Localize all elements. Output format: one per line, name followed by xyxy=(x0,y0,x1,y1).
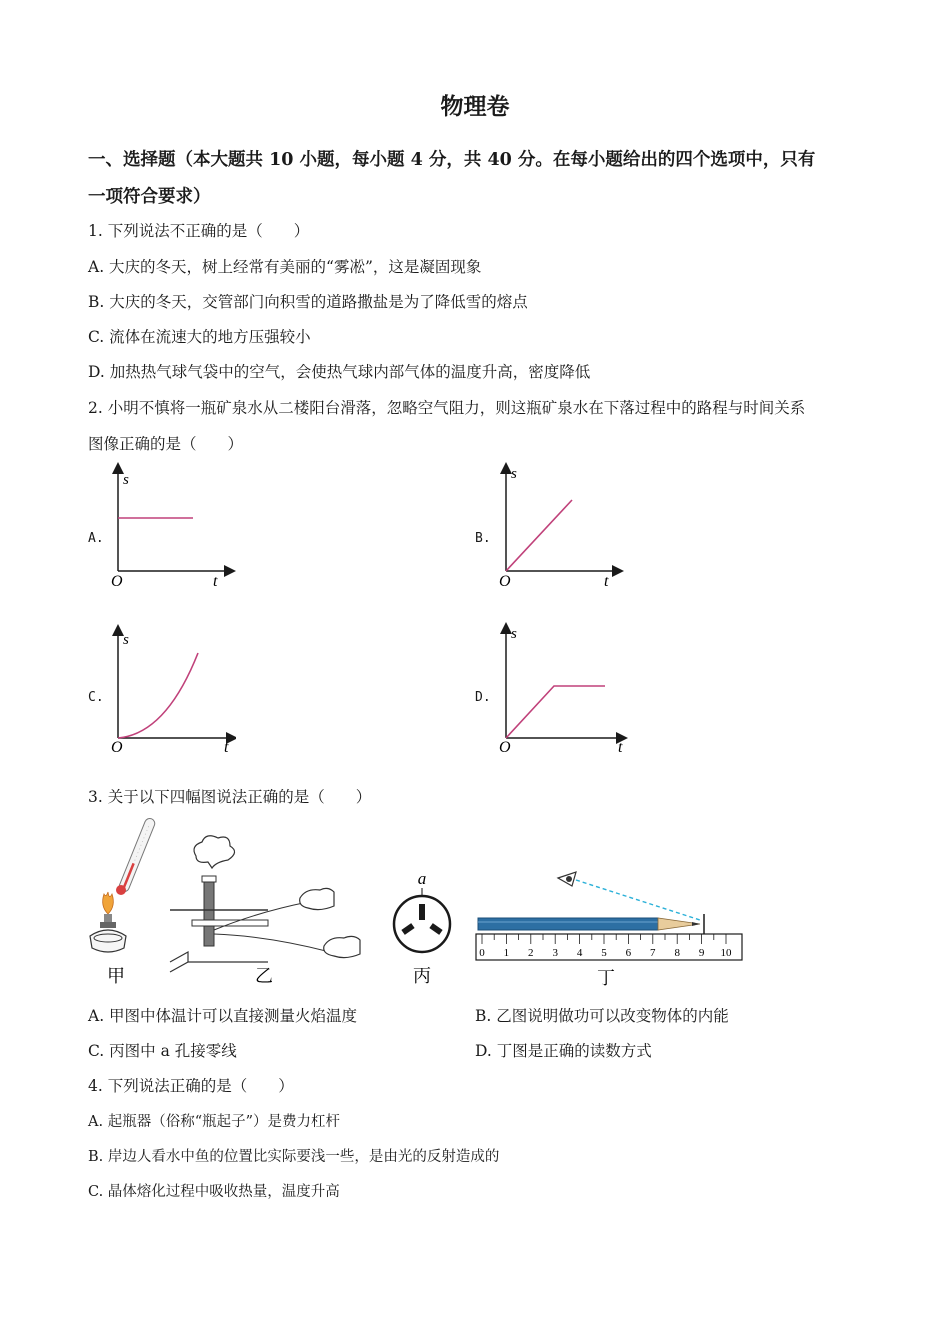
thermometer-illustration xyxy=(116,817,156,895)
graph-c xyxy=(106,624,236,754)
ruler-tick-label: 5 xyxy=(601,947,607,959)
figure-caption-ding: 丁 xyxy=(597,968,615,989)
graph-d-label: D. xyxy=(475,690,491,705)
section-heading-line1: 一、选择题（本大题共 10 小题，每小题 4 分，共 40 分。在每小题给出的四个选项中，只有 xyxy=(88,150,816,170)
ruler-tick-label: 10 xyxy=(720,947,732,959)
graph-c-curve xyxy=(118,653,198,738)
q1-option-c: C. 流体在流速大的地方压强较小 xyxy=(88,328,311,346)
x-axis-label: t xyxy=(618,739,623,754)
x-axis-label: t xyxy=(224,739,229,754)
q4-option-a: A. 起瓶器（俗称“瓶起子”）是费力杠杆 xyxy=(88,1114,341,1130)
q3-option-d: D. 丁图是正确的读数方式 xyxy=(475,1042,652,1060)
y-axis-label: s xyxy=(511,626,517,642)
graph-d xyxy=(494,622,630,754)
y-axis-label: s xyxy=(123,632,129,648)
x-axis-label: t xyxy=(604,573,609,590)
figure-yi xyxy=(168,832,368,994)
q3-option-a: A. 甲图中体温计可以直接测量火焰温度 xyxy=(88,1007,358,1025)
q4-stem: 4. 下列说法正确的是（ ） xyxy=(88,1077,294,1095)
origin-label: O xyxy=(499,739,511,754)
ruler-tick-label: 7 xyxy=(650,947,656,959)
figure-caption-jia: 甲 xyxy=(107,966,125,987)
ruler-tick-label: 6 xyxy=(625,947,632,959)
q1-option-a: A. 大庆的冬天，树上经常有美丽的“雾凇”，这是凝固现象 xyxy=(88,258,482,276)
hand-illustration-upper xyxy=(300,888,334,909)
figure-caption-yi: 乙 xyxy=(255,966,273,987)
origin-label: O xyxy=(111,739,123,754)
figure-jia xyxy=(80,814,170,994)
sight-line xyxy=(576,880,700,920)
figure-caption-bing: 丙 xyxy=(413,966,431,987)
q2-stem-line1: 2. 小明不慎将一瓶矿泉水从二楼阳台滑落，忽略空气阻力，则这瓶矿泉水在下落过程中的路程与时间关系 xyxy=(88,399,806,417)
figure-ding xyxy=(472,862,748,994)
graph-a-label: A. xyxy=(88,531,104,546)
q1-option-b: B. 大庆的冬天，交管部门向积雪的道路撒盐是为了降低雪的熔点 xyxy=(88,293,528,311)
ruler-tick-label: 9 xyxy=(698,947,705,959)
ruler-tick-label: 3 xyxy=(552,947,558,959)
q4-option-c: C. 晶体熔化过程中吸收热量，温度升高 xyxy=(88,1184,340,1200)
x-axis-label: t xyxy=(213,573,218,590)
alcohol-lamp-illustration xyxy=(90,892,126,952)
figure-bing xyxy=(388,862,458,994)
origin-label: O xyxy=(499,573,511,590)
q4-option-b: B. 岸边人看水中鱼的位置比实际要浅一些，是由光的反射造成的 xyxy=(88,1149,500,1165)
eye-icon xyxy=(558,872,576,886)
ruler-tick-label: 4 xyxy=(576,947,583,959)
graph-a xyxy=(106,462,236,592)
graph-b xyxy=(494,462,624,592)
ruler-tick-label: 0 xyxy=(479,947,485,959)
q3-stem: 3. 关于以下四幅图说法正确的是（ ） xyxy=(88,788,372,806)
ruler-tick-label: 8 xyxy=(674,947,680,959)
socket-label-a: a xyxy=(417,869,427,888)
q3-option-b: B. 乙图说明做功可以改变物体的内能 xyxy=(475,1007,729,1025)
y-axis-label: s xyxy=(123,472,129,488)
q1-option-d: D. 加热热气球气袋中的空气，会使热气球内部气体的温度升高，密度降低 xyxy=(88,363,591,381)
graph-c-label: C. xyxy=(88,690,104,705)
y-axis-label: s xyxy=(511,466,517,482)
pencil-body xyxy=(478,918,658,930)
q1-stem: 1. 下列说法不正确的是（ ） xyxy=(88,222,310,240)
hand-illustration-lower xyxy=(324,936,360,957)
graph-b-line xyxy=(506,500,572,571)
section-heading-line2: 一项符合要求） xyxy=(88,187,211,207)
graph-d-line xyxy=(506,686,605,738)
ruler-tick-label: 1 xyxy=(503,947,510,959)
ruler-tick-label: 2 xyxy=(528,947,534,959)
graph-b-label: B. xyxy=(475,531,491,546)
origin-label: O xyxy=(111,573,123,590)
page-title: 物理卷 xyxy=(440,93,510,120)
q2-stem-line2: 图像正确的是（ ） xyxy=(88,435,244,453)
q3-option-c: C. 丙图中 a 孔接零线 xyxy=(88,1042,237,1060)
